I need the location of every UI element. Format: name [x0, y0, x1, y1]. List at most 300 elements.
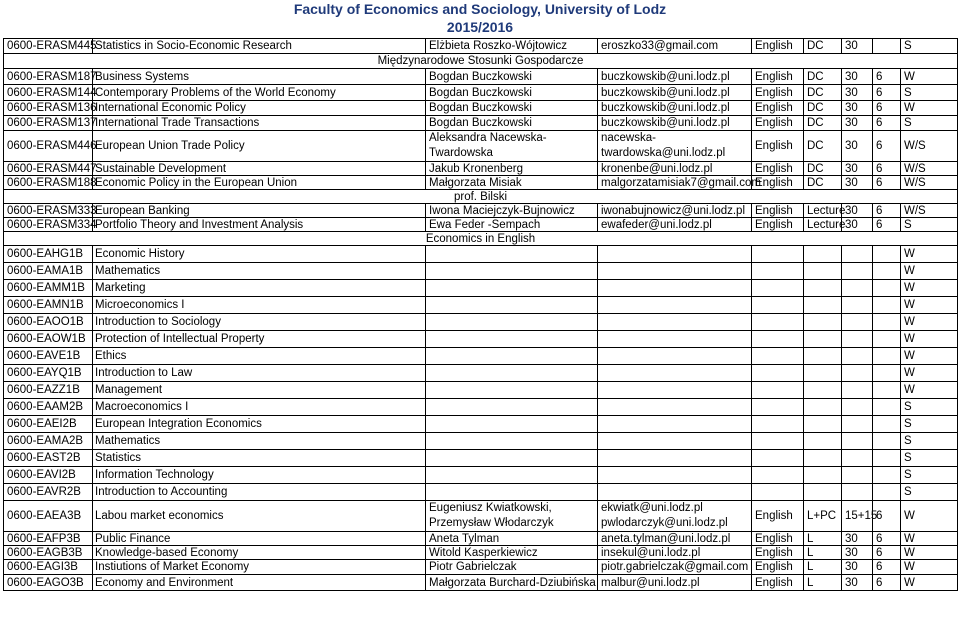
- semester-cell: S: [901, 39, 958, 54]
- ects-cell: [873, 365, 901, 382]
- course-code-cell: 0600-EAST2B: [4, 450, 93, 467]
- form-cell: DC: [804, 116, 842, 131]
- lecturer-cell: [426, 280, 598, 297]
- email-cell: [598, 314, 752, 331]
- email-cell: [598, 331, 752, 348]
- email-cell: [598, 450, 752, 467]
- ects-cell: [873, 382, 901, 399]
- table-row: [4, 218, 958, 232]
- form-cell: [804, 433, 842, 450]
- course-title-cell: Instiutions of Market Economy: [93, 560, 426, 575]
- section-label: Międzynarodowe Stosunki Gospodarcze: [4, 54, 958, 69]
- semester-cell: S: [901, 433, 958, 450]
- form-cell: Lecture: [804, 218, 842, 232]
- email-cell: [598, 348, 752, 365]
- language-cell: English: [752, 560, 804, 575]
- lecturer-cell: Bogdan Buczkowski: [426, 69, 598, 85]
- lecturer-cell: [426, 433, 598, 450]
- course-code-cell: 0600-ERASM187: [4, 69, 93, 85]
- language-cell: English: [752, 69, 804, 85]
- hours-cell: [842, 484, 873, 501]
- email-cell: [598, 280, 752, 297]
- form-cell: [804, 450, 842, 467]
- table-row: [4, 484, 958, 501]
- course-title-cell: Marketing: [93, 280, 426, 297]
- lecturer-cell: [426, 297, 598, 314]
- document-title: Faculty of Economics and Sociology, University of Lodz: [293, 1, 667, 17]
- semester-cell: W: [901, 501, 958, 532]
- course-title-cell: Sustainable Development: [93, 162, 426, 176]
- lecturer-cell: [426, 263, 598, 280]
- table-row: [4, 204, 958, 218]
- language-cell: English: [752, 501, 804, 532]
- semester-cell: W: [901, 532, 958, 546]
- course-title-cell: Statistics in Socio-Economic Research: [93, 39, 426, 54]
- table-row: [4, 560, 958, 575]
- ects-cell: [873, 450, 901, 467]
- lecturer-cell: [426, 365, 598, 382]
- ects-cell: 6: [873, 204, 901, 218]
- course-code-cell: 0600-EAGO3B: [4, 575, 93, 591]
- language-cell: [752, 348, 804, 365]
- table-row: [4, 263, 958, 280]
- form-cell: DC: [804, 176, 842, 190]
- language-cell: English: [752, 532, 804, 546]
- form-cell: DC: [804, 39, 842, 54]
- lecturer-cell: [426, 348, 598, 365]
- lecturer-cell: Iwona Maciejczyk-Bujnowicz: [426, 204, 598, 218]
- lecturer-cell: [426, 331, 598, 348]
- hours-cell: [842, 399, 873, 416]
- hours-cell: [842, 263, 873, 280]
- course-code-cell: 0600-EAMA2B: [4, 433, 93, 450]
- course-title-cell: Business Systems: [93, 69, 426, 85]
- semester-cell: W/S: [901, 176, 958, 190]
- language-cell: English: [752, 85, 804, 101]
- language-cell: [752, 263, 804, 280]
- lecturer-cell: Małgorzata Burchard-Dziubińska: [426, 575, 598, 591]
- email-cell: [598, 484, 752, 501]
- hours-cell: [842, 314, 873, 331]
- email-cell[interactable]: buczkowskib@uni.lodz.pl: [598, 101, 752, 116]
- semester-cell: W: [901, 101, 958, 116]
- hours-cell: [842, 280, 873, 297]
- form-cell: [804, 348, 842, 365]
- table-row: [4, 131, 958, 162]
- course-table-body: [4, 39, 958, 591]
- course-title-cell: European Integration Economics: [93, 416, 426, 433]
- lecturer-cell: [426, 399, 598, 416]
- form-cell: [804, 280, 842, 297]
- section-label: Economics in English: [4, 232, 958, 246]
- table-row: [4, 382, 958, 399]
- course-title-cell: Portfolio Theory and Investment Analysis: [93, 218, 426, 232]
- lecturer-cell: Aleksandra Nacewska-Twardowska: [426, 131, 598, 162]
- course-code-cell: 0600-EAFP3B: [4, 532, 93, 546]
- semester-cell: W/S: [901, 204, 958, 218]
- email-cell: [598, 416, 752, 433]
- table-row: [4, 546, 958, 560]
- course-title-cell: Management: [93, 382, 426, 399]
- form-cell: [804, 331, 842, 348]
- table-row: [4, 433, 958, 450]
- course-code-cell: 0600-EAVI2B: [4, 467, 93, 484]
- language-cell: [752, 280, 804, 297]
- hours-cell: [842, 416, 873, 433]
- course-code-cell: 0600-ERASM333: [4, 204, 93, 218]
- course-code-cell: 0600-EAMN1B: [4, 297, 93, 314]
- form-cell: DC: [804, 69, 842, 85]
- ects-cell: [873, 348, 901, 365]
- course-title-cell: Introduction to Accounting: [93, 484, 426, 501]
- table-row: [4, 575, 958, 591]
- lecturer-cell: [426, 467, 598, 484]
- semester-cell: W: [901, 331, 958, 348]
- lecturer-cell: Małgorzata Misiak: [426, 176, 598, 190]
- hours-cell: 30: [842, 69, 873, 85]
- course-code-cell: 0600-EAOW1B: [4, 331, 93, 348]
- lecturer-cell: Eugeniusz Kwiatkowski, Przemysław Włodarczyk: [426, 501, 598, 532]
- email-cell: [598, 399, 752, 416]
- hours-cell: 30: [842, 575, 873, 591]
- ects-cell: [873, 39, 901, 54]
- form-cell: L: [804, 575, 842, 591]
- table-row: [4, 450, 958, 467]
- course-code-cell: 0600-EAMM1B: [4, 280, 93, 297]
- course-code-cell: 0600-EAOO1B: [4, 314, 93, 331]
- table-row: [4, 85, 958, 101]
- language-cell: [752, 467, 804, 484]
- hours-cell: 30: [842, 39, 873, 54]
- language-cell: [752, 416, 804, 433]
- table-row: [4, 162, 958, 176]
- email-cell[interactable]: iwonabujnowicz@uni.lodz.pl: [598, 204, 752, 218]
- course-code-cell: 0600-EAYQ1B: [4, 365, 93, 382]
- hours-cell: 30: [842, 85, 873, 101]
- hours-cell: 30: [842, 560, 873, 575]
- lecturer-cell: Bogdan Buczkowski: [426, 116, 598, 131]
- course-code-cell: 0600-ERASM188: [4, 176, 93, 190]
- ects-cell: 6: [873, 116, 901, 131]
- email-cell: [598, 467, 752, 484]
- hours-cell: [842, 450, 873, 467]
- hours-cell: 30: [842, 101, 873, 116]
- table-row: [4, 314, 958, 331]
- semester-cell: S: [901, 450, 958, 467]
- ects-cell: 6: [873, 131, 901, 162]
- form-cell: DC: [804, 162, 842, 176]
- hours-cell: 30: [842, 176, 873, 190]
- semester-cell: W: [901, 560, 958, 575]
- semester-cell: W: [901, 575, 958, 591]
- email-cell[interactable]: malgorzatamisiak7@gmail.com: [598, 176, 752, 190]
- ects-cell: [873, 246, 901, 263]
- email-cell[interactable]: eroszko33@gmail.com: [598, 39, 752, 54]
- form-cell: [804, 297, 842, 314]
- course-code-cell: 0600-EAVR2B: [4, 484, 93, 501]
- language-cell: English: [752, 204, 804, 218]
- course-code-cell: 0600-EAEI2B: [4, 416, 93, 433]
- semester-cell: S: [901, 218, 958, 232]
- form-cell: [804, 467, 842, 484]
- hours-cell: [842, 467, 873, 484]
- semester-cell: W: [901, 365, 958, 382]
- semester-cell: W: [901, 280, 958, 297]
- course-title-cell: Economy and Environment: [93, 575, 426, 591]
- language-cell: English: [752, 575, 804, 591]
- semester-cell: S: [901, 416, 958, 433]
- ects-cell: 6: [873, 101, 901, 116]
- semester-cell: S: [901, 85, 958, 101]
- ects-cell: [873, 484, 901, 501]
- email-cell: [598, 297, 752, 314]
- email-cell[interactable]: ewafeder@uni.lodz.pl: [598, 218, 752, 232]
- lecturer-cell: Ewa Feder -Sempach: [426, 218, 598, 232]
- email-cell[interactable]: piotr.gabrielczak@gmail.com: [598, 560, 752, 575]
- email-cell[interactable]: insekul@uni.lodz.pl: [598, 546, 752, 560]
- form-cell: [804, 263, 842, 280]
- semester-cell: S: [901, 399, 958, 416]
- lecturer-cell: [426, 382, 598, 399]
- hours-cell: 30: [842, 204, 873, 218]
- course-title-cell: Statistics: [93, 450, 426, 467]
- ects-cell: 6: [873, 501, 901, 532]
- lecturer-cell: [426, 450, 598, 467]
- language-cell: [752, 450, 804, 467]
- table-row: [4, 532, 958, 546]
- language-cell: English: [752, 162, 804, 176]
- form-cell: [804, 399, 842, 416]
- semester-cell: W: [901, 382, 958, 399]
- email-cell: [598, 263, 752, 280]
- language-cell: English: [752, 176, 804, 190]
- ects-cell: 6: [873, 162, 901, 176]
- semester-cell: S: [901, 467, 958, 484]
- ects-cell: [873, 314, 901, 331]
- course-code-cell: 0600-EAZZ1B: [4, 382, 93, 399]
- language-cell: [752, 246, 804, 263]
- hours-cell: [842, 382, 873, 399]
- ects-cell: [873, 263, 901, 280]
- language-cell: English: [752, 546, 804, 560]
- lecturer-cell: Bogdan Buczkowski: [426, 101, 598, 116]
- form-cell: L: [804, 532, 842, 546]
- semester-cell: W: [901, 246, 958, 263]
- course-title-cell: International Trade Transactions: [93, 116, 426, 131]
- language-cell: English: [752, 39, 804, 54]
- semester-cell: W/S: [901, 131, 958, 162]
- section-row: [4, 54, 958, 69]
- semester-cell: W: [901, 69, 958, 85]
- course-title-cell: Economic History: [93, 246, 426, 263]
- semester-cell: S: [901, 484, 958, 501]
- hours-cell: [842, 297, 873, 314]
- lecturer-cell: Piotr Gabrielczak: [426, 560, 598, 575]
- course-title-cell: Mathematics: [93, 433, 426, 450]
- form-cell: DC: [804, 131, 842, 162]
- form-cell: [804, 365, 842, 382]
- language-cell: English: [752, 116, 804, 131]
- semester-cell: W/S: [901, 162, 958, 176]
- course-title-cell: Economic Policy in the European Union: [93, 176, 426, 190]
- ects-cell: [873, 331, 901, 348]
- table-row: [4, 501, 958, 532]
- table-row: [4, 39, 958, 54]
- course-title-cell: Contemporary Problems of the World Economy: [93, 85, 426, 101]
- form-cell: [804, 314, 842, 331]
- hours-cell: 15+15: [842, 501, 873, 532]
- table-row: [4, 348, 958, 365]
- lecturer-cell: [426, 484, 598, 501]
- email-cell[interactable]: buczkowskib@uni.lodz.pl: [598, 85, 752, 101]
- ects-cell: 6: [873, 176, 901, 190]
- table-row: [4, 116, 958, 131]
- document-header: [0, 0, 960, 36]
- language-cell: [752, 314, 804, 331]
- table-row: [4, 331, 958, 348]
- ects-cell: 6: [873, 560, 901, 575]
- table-row: [4, 246, 958, 263]
- email-cell: [598, 246, 752, 263]
- ects-cell: 6: [873, 69, 901, 85]
- table-row: [4, 416, 958, 433]
- ects-cell: [873, 433, 901, 450]
- course-title-cell: International Economic Policy: [93, 101, 426, 116]
- course-code-cell: 0600-EAMA1B: [4, 263, 93, 280]
- form-cell: L+PC: [804, 501, 842, 532]
- form-cell: L: [804, 546, 842, 560]
- course-title-cell: Public Finance: [93, 532, 426, 546]
- form-cell: Lecture: [804, 204, 842, 218]
- email-cell[interactable]: nacewska-twardowska@uni.lodz.pl: [598, 131, 752, 162]
- table-row: [4, 101, 958, 116]
- language-cell: [752, 297, 804, 314]
- course-code-cell: 0600-EAAM2B: [4, 399, 93, 416]
- table-row: [4, 365, 958, 382]
- language-cell: English: [752, 218, 804, 232]
- course-code-cell: 0600-ERASM447: [4, 162, 93, 176]
- email-cell[interactable]: malbur@uni.lodz.pl: [598, 575, 752, 591]
- course-title-cell: Ethics: [93, 348, 426, 365]
- lecturer-cell: Witold Kasperkiewicz: [426, 546, 598, 560]
- hours-cell: [842, 348, 873, 365]
- ects-cell: 6: [873, 546, 901, 560]
- table-row: [4, 176, 958, 190]
- lecturer-cell: Jakub Kronenberg: [426, 162, 598, 176]
- semester-cell: W: [901, 546, 958, 560]
- semester-cell: W: [901, 348, 958, 365]
- form-cell: [804, 246, 842, 263]
- hours-cell: [842, 365, 873, 382]
- form-cell: DC: [804, 85, 842, 101]
- course-title-cell: Introduction to Law: [93, 365, 426, 382]
- course-title-cell: Labou market economics: [93, 501, 426, 532]
- section-row: [4, 232, 958, 246]
- email-cell[interactable]: kronenbe@uni.lodz.pl: [598, 162, 752, 176]
- lecturer-cell: [426, 314, 598, 331]
- ects-cell: [873, 467, 901, 484]
- course-code-cell: 0600-ERASM144: [4, 85, 93, 101]
- course-code-cell: 0600-ERASM446: [4, 131, 93, 162]
- language-cell: [752, 433, 804, 450]
- hours-cell: [842, 246, 873, 263]
- semester-cell: W: [901, 297, 958, 314]
- email-cell[interactable]: ekwiatk@uni.lodz.pl pwlodarczyk@uni.lodz.pl: [598, 501, 752, 532]
- language-cell: English: [752, 131, 804, 162]
- ects-cell: [873, 416, 901, 433]
- table-row: [4, 69, 958, 85]
- ects-cell: [873, 399, 901, 416]
- ects-cell: [873, 280, 901, 297]
- course-code-cell: 0600-ERASM136: [4, 101, 93, 116]
- course-code-cell: 0600-EAGI3B: [4, 560, 93, 575]
- language-cell: English: [752, 101, 804, 116]
- hours-cell: 30: [842, 116, 873, 131]
- email-cell: [598, 382, 752, 399]
- ects-cell: 6: [873, 532, 901, 546]
- lecturer-cell: [426, 416, 598, 433]
- course-title-cell: Microeconomics I: [93, 297, 426, 314]
- language-cell: [752, 484, 804, 501]
- form-cell: [804, 484, 842, 501]
- course-title-cell: Macroeconomics I: [93, 399, 426, 416]
- table-row: [4, 467, 958, 484]
- course-code-cell: 0600-EAGB3B: [4, 546, 93, 560]
- language-cell: [752, 382, 804, 399]
- course-title-cell: Protection of Intellectual Property: [93, 331, 426, 348]
- academic-year: 2015/2016: [446, 19, 514, 35]
- email-cell: [598, 365, 752, 382]
- course-code-cell: 0600-ERASM334: [4, 218, 93, 232]
- language-cell: [752, 331, 804, 348]
- course-title-cell: European Union Trade Policy: [93, 131, 426, 162]
- course-title-cell: European Banking: [93, 204, 426, 218]
- semester-cell: S: [901, 116, 958, 131]
- email-cell[interactable]: aneta.tylman@uni.lodz.pl: [598, 532, 752, 546]
- lecturer-cell: Elżbieta Roszko-Wójtowicz: [426, 39, 598, 54]
- table-row: [4, 280, 958, 297]
- form-cell: [804, 416, 842, 433]
- hours-cell: 30: [842, 131, 873, 162]
- course-code-cell: 0600-ERASM445: [4, 39, 93, 54]
- semester-cell: W: [901, 314, 958, 331]
- course-code-cell: 0600-EAEA3B: [4, 501, 93, 532]
- language-cell: [752, 399, 804, 416]
- hours-cell: 30: [842, 532, 873, 546]
- ects-cell: 6: [873, 218, 901, 232]
- hours-cell: [842, 433, 873, 450]
- course-title-cell: Introduction to Sociology: [93, 314, 426, 331]
- form-cell: L: [804, 560, 842, 575]
- table-row: [4, 399, 958, 416]
- hours-cell: 30: [842, 546, 873, 560]
- course-title-cell: Mathematics: [93, 263, 426, 280]
- course-title-cell: Information Technology: [93, 467, 426, 484]
- email-cell[interactable]: buczkowskib@uni.lodz.pl: [598, 69, 752, 85]
- hours-cell: [842, 331, 873, 348]
- lecturer-cell: Aneta Tylman: [426, 532, 598, 546]
- email-cell: [598, 433, 752, 450]
- semester-cell: W: [901, 263, 958, 280]
- lecturer-cell: [426, 246, 598, 263]
- course-title-cell: Knowledge-based Economy: [93, 546, 426, 560]
- hours-cell: 30: [842, 218, 873, 232]
- lecturer-cell: Bogdan Buczkowski: [426, 85, 598, 101]
- section-label: prof. Bilski: [4, 190, 958, 204]
- email-cell[interactable]: buczkowskib@uni.lodz.pl: [598, 116, 752, 131]
- section-row: [4, 190, 958, 204]
- hours-cell: 30: [842, 162, 873, 176]
